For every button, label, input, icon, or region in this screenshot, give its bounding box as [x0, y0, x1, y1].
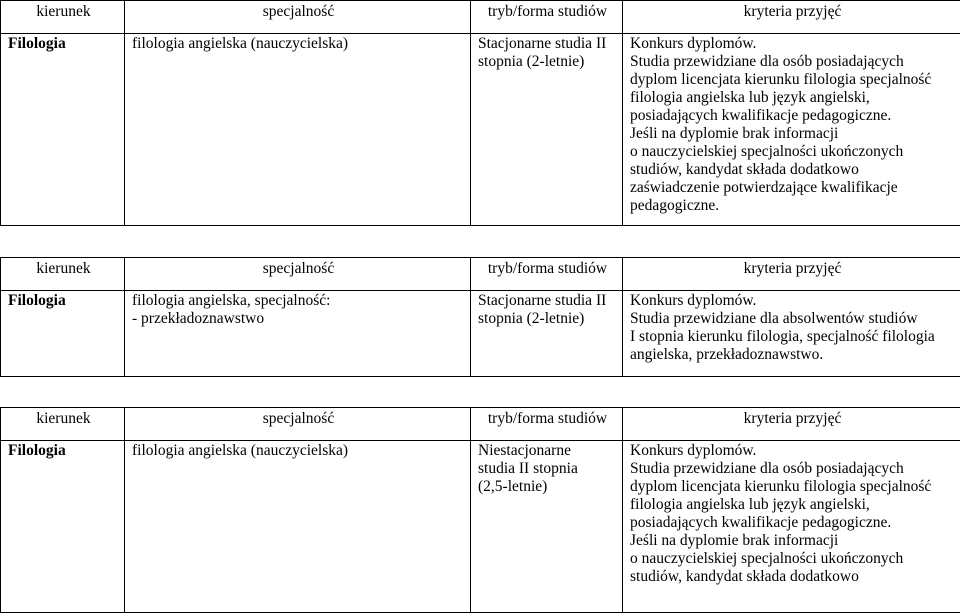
kryteria-line: filologia angielska lub język angielski, — [630, 496, 955, 514]
tryb-line: (2,5-letnie) — [478, 478, 617, 496]
tryb-line: stopnia (2-letnie) — [478, 310, 617, 328]
kryteria-line: filologia angielska lub język angielski, — [630, 89, 955, 107]
header-tryb: tryb/forma studiów — [471, 1, 623, 34]
kryteria-line: angielska, przekładoznawstwo. — [630, 346, 955, 364]
tryb-line: Niestacjonarne — [478, 442, 617, 460]
kryteria-line: Jeśli na dyplomie brak informacji — [630, 125, 955, 143]
kierunek-cell: Filologia — [1, 441, 125, 613]
header-kryteria: kryteria przyjęć — [623, 258, 960, 291]
kierunek-cell: Filologia — [1, 34, 125, 226]
table-row — [1, 291, 960, 377]
tryb-line: Stacjonarne studia II — [478, 35, 617, 53]
kryteria-line: dyplom licencjata kierunku filologia specjalność — [630, 478, 955, 496]
kryteria-line: studiów, kandydat składa dodatkowo — [630, 568, 955, 586]
table-1 — [0, 0, 960, 226]
header-specjalnosc: specjalność — [125, 258, 471, 291]
kryteria-line: dyplom licencjata kierunku filologia specjalność — [630, 71, 955, 89]
kryteria-line: Studia przewidziane dla absolwentów studiów — [630, 310, 955, 328]
header-tryb: tryb/forma studiów — [471, 408, 623, 441]
header-row — [1, 258, 960, 291]
kryteria-line: Konkurs dyplomów. — [630, 35, 955, 53]
tryb-line: stopnia (2-letnie) — [478, 53, 617, 71]
kryteria-line: pedagogiczne. — [630, 197, 955, 215]
kryteria-line: o nauczycielskiej specjalności ukończonych — [630, 550, 955, 568]
tryb-cell — [471, 34, 623, 226]
kryteria-line: I stopnia kierunku filologia, specjalność filologia — [630, 328, 955, 346]
kryteria-line: studiów, kandydat składa dodatkowo — [630, 161, 955, 179]
specjalnosc-line: - przekładoznawstwo — [132, 310, 465, 328]
kryteria-line: Jeśli na dyplomie brak informacji — [630, 532, 955, 550]
header-kryteria: kryteria przyjęć — [623, 1, 960, 34]
header-specjalnosc: specjalność — [125, 408, 471, 441]
table-row — [1, 34, 960, 226]
kryteria-line: posiadających kwalifikacje pedagogiczne. — [630, 514, 955, 532]
header-kierunek: kierunek — [1, 1, 125, 34]
kryteria-line: Konkurs dyplomów. — [630, 442, 955, 460]
kryteria-line: zaświadczenie potwierdzające kwalifikacje — [630, 179, 955, 197]
header-kierunek: kierunek — [1, 258, 125, 291]
specjalnosc-cell — [125, 291, 471, 377]
kryteria-cell — [623, 34, 960, 226]
table-2 — [0, 257, 960, 377]
specjalnosc-line: filologia angielska (nauczycielska) — [132, 442, 465, 460]
kierunek-cell: Filologia — [1, 291, 125, 377]
admission-table-3 — [0, 407, 960, 613]
kryteria-line: o nauczycielskiej specjalności ukończonych — [630, 143, 955, 161]
tryb-line: Stacjonarne studia II — [478, 292, 617, 310]
tryb-line: studia II stopnia — [478, 460, 617, 478]
kryteria-line: posiadających kwalifikacje pedagogiczne. — [630, 107, 955, 125]
specjalnosc-line: filologia angielska, specjalność: — [132, 292, 465, 310]
specjalnosc-line: filologia angielska (nauczycielska) — [132, 35, 465, 53]
header-row — [1, 1, 960, 34]
kryteria-cell — [623, 291, 960, 377]
kryteria-line: Studia przewidziane dla osób posiadających — [630, 460, 955, 478]
header-row — [1, 408, 960, 441]
header-kierunek: kierunek — [1, 408, 125, 441]
admission-table-1 — [0, 0, 960, 226]
specjalnosc-cell — [125, 34, 471, 226]
kryteria-cell — [623, 441, 960, 613]
tryb-cell — [471, 441, 623, 613]
tryb-cell — [471, 291, 623, 377]
kryteria-line: Konkurs dyplomów. — [630, 292, 955, 310]
kryteria-line: Studia przewidziane dla osób posiadających — [630, 53, 955, 71]
table-3 — [0, 407, 960, 613]
admission-table-2 — [0, 257, 960, 377]
header-specjalnosc: specjalność — [125, 1, 471, 34]
specjalnosc-cell — [125, 441, 471, 613]
header-tryb: tryb/forma studiów — [471, 258, 623, 291]
table-row — [1, 441, 960, 613]
header-kryteria: kryteria przyjęć — [623, 408, 960, 441]
